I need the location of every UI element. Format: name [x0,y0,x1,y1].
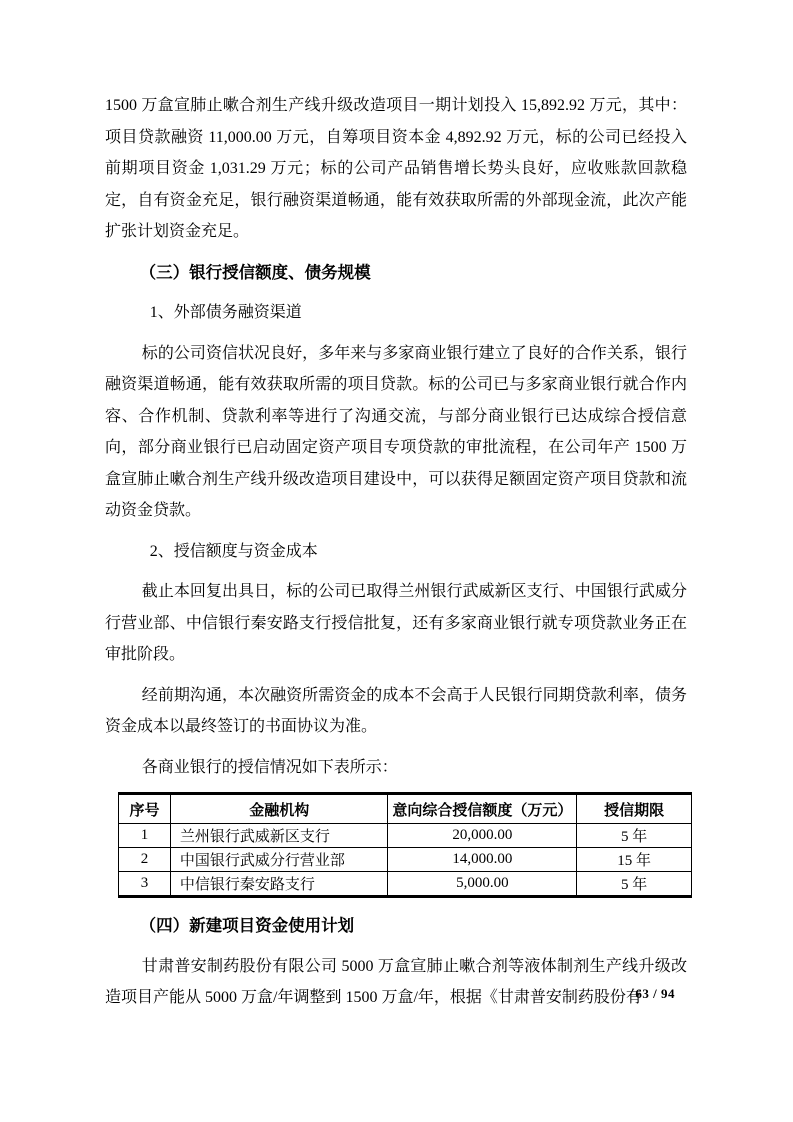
cell-index: 3 [119,872,171,897]
cell-index: 1 [119,824,171,848]
paragraph-new-project-capacity: 甘肃普安制药股份有限公司 5000 万盒宣肺止嗽合剂等液体制剂生产线升级改造项目产能从 5000 万盒/年调整到 1500 万盒/年，根据《甘肃普安制药股份有 [105,957,687,1006]
column-header-credit-amount: 意向综合授信额度（万元） [388,794,577,824]
subheading-2-credit-line-and-cost: 2、授信额度与资金成本 [149,542,318,560]
table-header-row [119,794,692,824]
cell-credit-term: 5 年 [577,824,692,848]
cell-institution: 兰州银行武威新区支行 [170,824,388,848]
heading-section-3-bank-credit: （三）银行授信额度、债务规模 [139,262,371,282]
cell-credit-amount: 20,000.00 [388,824,577,848]
table-row [119,872,692,897]
cell-institution: 中信银行秦安路支行 [170,872,388,897]
heading-section-4-new-project-funds: （四）新建项目资金使用计划 [139,916,355,935]
column-header-credit-term: 授信期限 [577,794,692,824]
cell-credit-term: 15 年 [577,848,692,872]
cell-credit-amount: 5,000.00 [388,872,577,897]
page-number: 63 / 94 [635,986,675,1001]
credit-table-header [119,794,692,824]
table-row [119,848,692,872]
paragraph-credit-approvals: 截止本回复出具日，标的公司已取得兰州银行武威新区支行、中国银行武威分行营业部、中信银行秦安路支行授信批复，还有多家商业银行就专项贷款业务正在审批阶段。 [105,583,687,663]
cell-index: 2 [119,848,171,872]
cell-credit-term: 5 年 [577,872,692,897]
cell-institution: 中国银行武威分行营业部 [170,848,388,872]
paragraph-funding-cost: 经前期沟通，本次融资所需资金的成本不会高于人民银行同期贷款利率，债务资金成本以最终签订的书面协议为准。 [105,686,687,735]
column-header-institution: 金融机构 [170,794,388,824]
paragraph-credit-channels: 标的公司资信状况良好，多年来与多家商业银行建立了良好的合作关系，银行融资渠道畅通，能有效获取所需的项目贷款。标的公司已与多家商业银行就合作内容、合作机制、贷款利率等进行了沟通交流，与部分商业银行已达成综合授信意向，部分商业银行已启动固定资产项目专项贷款的审批流程，在公司年产 1500 万盒宣肺止嗽合剂生产线升级改造项目建设中，可以获得足额固定资产项目贷款和流动资金贷款。 [105,344,687,519]
credit-table-body [119,824,692,897]
paragraph-table-intro: 各商业银行的授信情况如下表所示： [141,758,398,776]
cell-credit-amount: 14,000.00 [388,848,577,872]
bank-credit-table [118,792,692,898]
document-body [105,90,687,1023]
column-header-index: 序号 [119,794,171,824]
subheading-1-external-debt-channels: 1、外部债务融资渠道 [149,304,302,321]
paragraph-funding-plan: 1500 万盒宣肺止嗽合剂生产线升级改造项目一期计划投入 15,892.92 万元，其中：项目贷款融资 11,000.00 万元，自筹项目资本金 4,892.92 万元，标的公司已经投入前期项目资金 1,031.29 万元；标的公司产品销售增长势头良好，应收账款回款稳定，自有资金充足，银行融资渠道畅通，能有效获取所需的外部现金流，此次产能扩张计划资金充足。 [105,97,687,240]
table-row [119,824,692,848]
